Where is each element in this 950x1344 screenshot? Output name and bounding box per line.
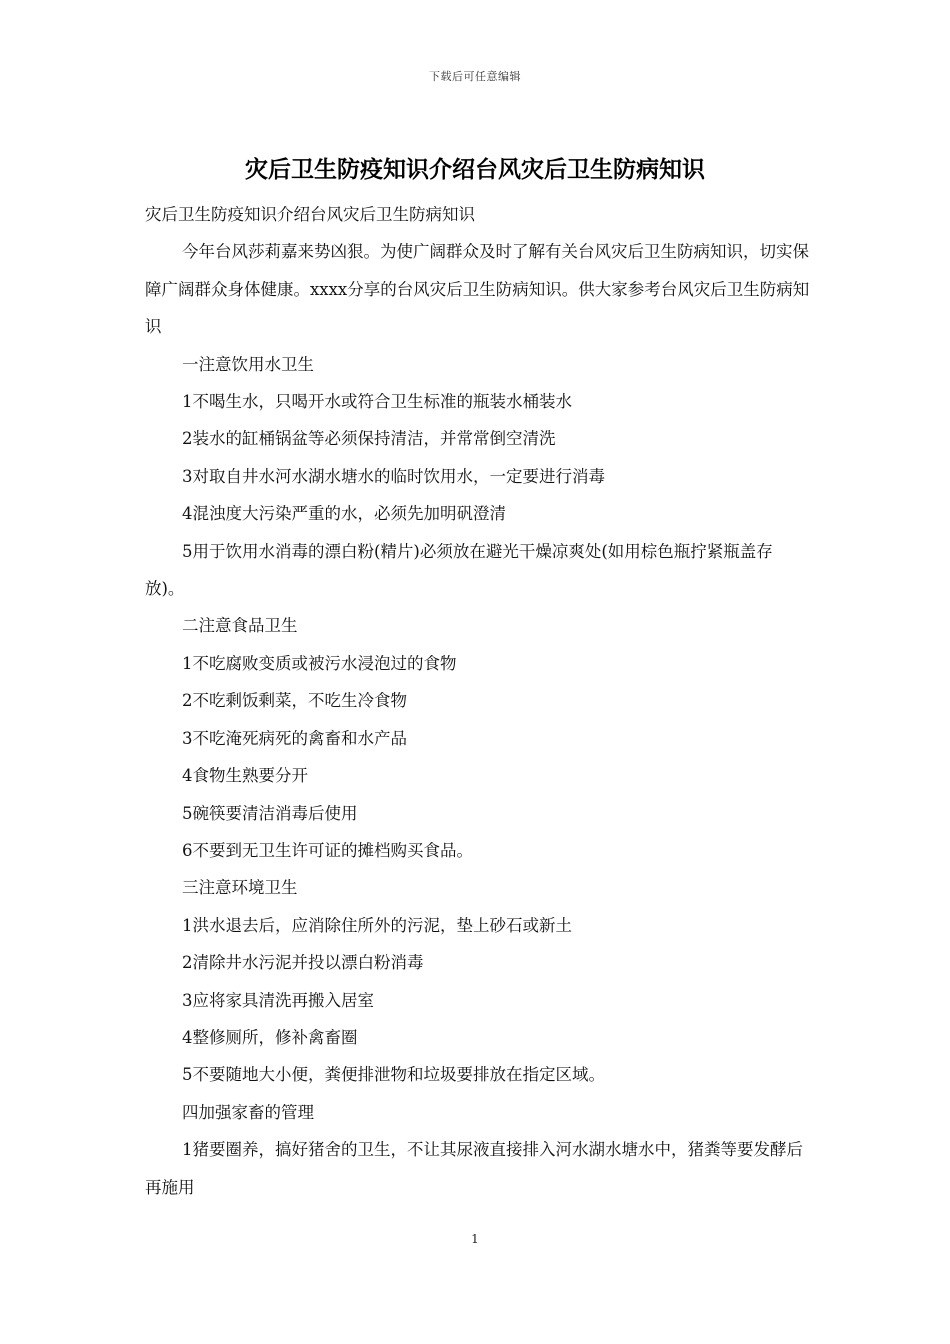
document-body [145,196,810,1206]
list-item: 6不要到无卫生许可证的摊档购买食品。 [182,840,473,860]
list-item: 1洪水退去后，应消除住所外的污泥，垫上砂石或新土 [182,915,572,935]
list-item: 4整修厕所，修补禽畜圈 [182,1027,358,1047]
page-number: 1 [471,1232,479,1246]
section-heading-livestock: 四加强家畜的管理 [182,1102,314,1122]
header-note: 下载后可任意编辑 [429,70,521,83]
list-item: 3应将家具清洗再搬入居室 [182,990,374,1010]
list-item: 1猪要圈养，搞好猪舍的卫生，不让其尿液直接排入河水湖水塘水中，猪粪等要发酵后再施用 [145,1140,803,1197]
list-item: 2不吃剩饭剩菜，不吃生冷食物 [182,691,407,711]
list-item: 5用于饮用水消毒的漂白粉(精片)必须放在避光干燥凉爽处(如用棕色瓶拧紧瓶盖存放)。 [145,541,773,599]
list-item: 1不吃腐败变质或被污水浸泡过的食物 [182,653,457,673]
list-item: 3对取自井水河水湖水塘水的临时饮用水，一定要进行消毒 [182,466,605,486]
section-heading-environment: 三注意环境卫生 [182,878,298,898]
list-item: 5不要随地大小便，粪便排泄物和垃圾要排放在指定区域。 [182,1065,605,1085]
intro-paragraph: 今年台风莎莉嘉来势凶狠。为使广阔群众及时了解有关台风灾后卫生防病知识，切实保障广阔群众身体健康。xxxx分享的台风灾后卫生防病知识。供大家参考台风灾后卫生防病知识 [145,242,810,337]
list-item: 2装水的缸桶锅盆等必须保持清洁，并常常倒空清洗 [182,429,556,449]
list-item: 3不吃淹死病死的禽畜和水产品 [182,728,407,748]
subtitle-paragraph: 灾后卫生防疫知识介绍台风灾后卫生防病知识 [145,205,475,224]
section-heading-food: 二注意食品卫生 [182,616,298,636]
list-item: 4混浊度大污染严重的水，必须先加明矾澄清 [182,504,506,524]
list-item: 1不喝生水，只喝开水或符合卫生标准的瓶装水桶装水 [182,392,572,412]
list-item: 4食物生熟要分开 [182,766,308,786]
list-item: 5碗筷要清洁消毒后使用 [182,803,358,823]
list-item: 2清除井水污泥并投以漂白粉消毒 [182,953,424,973]
document-title: 灾后卫生防疫知识介绍台风灾后卫生防病知识 [245,156,705,183]
section-heading-water: 一注意饮用水卫生 [182,354,314,374]
